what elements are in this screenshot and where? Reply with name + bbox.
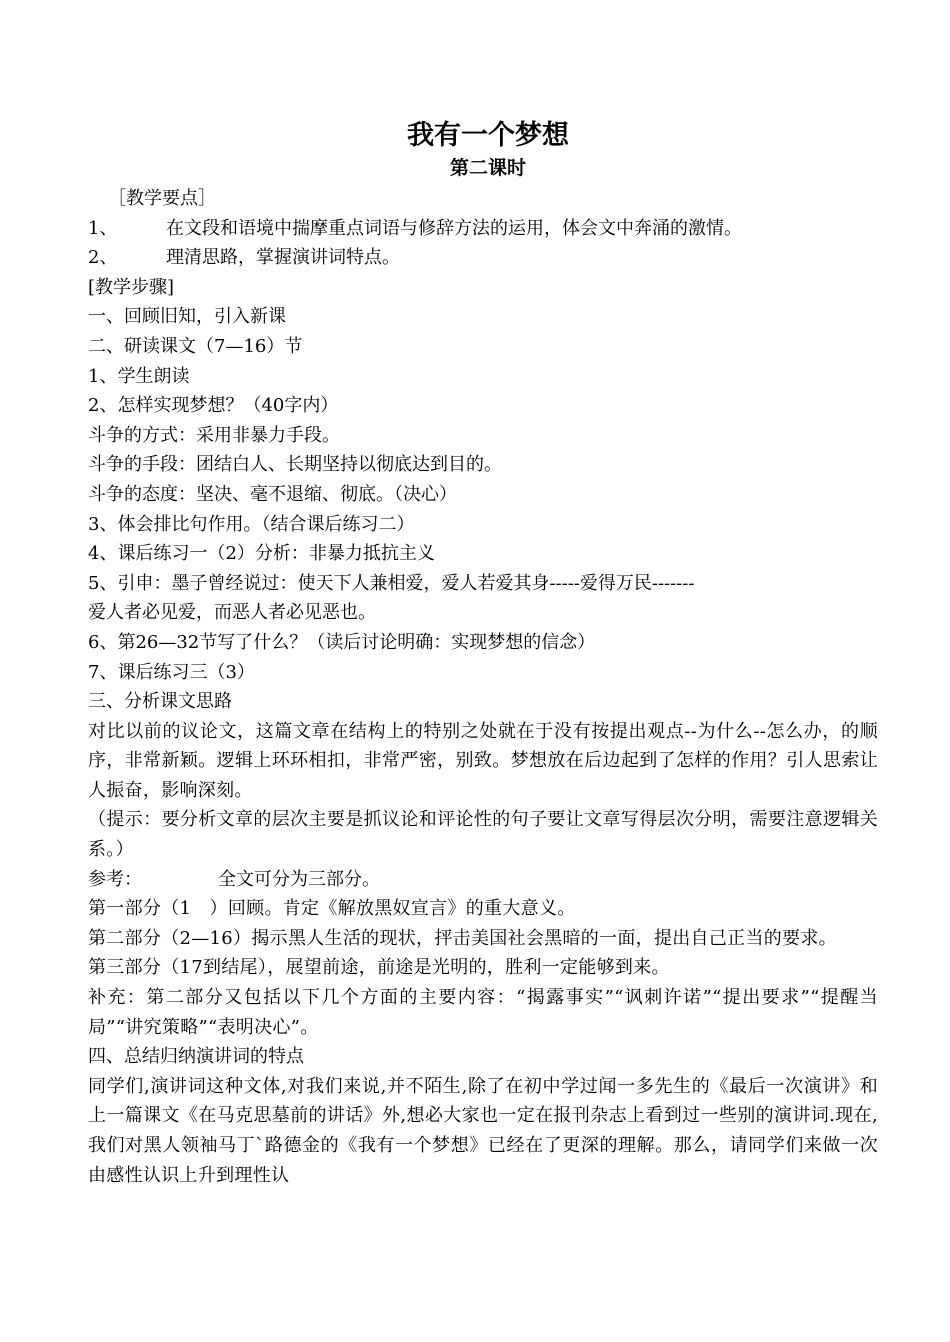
objectives-heading: ［教学要点］: [108, 188, 216, 209]
step-2-heading: 二、研读课文（7—16）节: [88, 335, 303, 357]
step-2-item-2: 2、怎样实现梦想？（40字内）: [88, 395, 339, 417]
step-2-item-5-line-1: 5、引申：墨子曾经说过：使天下人兼相爱，爱人若爱其身-----爱得万民-------: [88, 572, 695, 594]
step-3-paragraph-1: 对比以前的议论文，这篇文章在结构上的特别之处就在于没有按提出观点--为什么--怎么办，的顺序，非常新颖。逻辑上环环相扣，非常严密，别致。梦想放在后边起到了怎样的作用？引人思索让人振奋，影响深刻。: [88, 720, 878, 801]
part-2: 第二部分（2—16）揭示黑人生活的现状，抨击美国社会黑暗的一面，提出自己正当的要求。: [88, 927, 837, 949]
struggle-attitude: 斗争的态度：坚决、毫不退缩、彻底。（决心）: [88, 483, 457, 505]
step-2-item-7: 7、课后练习三（3）: [88, 661, 255, 683]
objective-number: 1、: [88, 217, 118, 239]
document-title: 我有一个梦想: [407, 120, 569, 151]
part-3: 第三部分（17到结尾），展望前途，前途是光明的，胜利一定能够到来。: [88, 957, 670, 979]
steps-heading: [教学步骤]: [88, 276, 175, 298]
objective-item-2: [88, 243, 878, 273]
step-2-item-1: 1、学生朗读: [88, 365, 190, 387]
step-3-heading: 三、分析课文思路: [88, 691, 232, 713]
step-2-item-3: 3、体会排比句作用。（结合课后练习二）: [88, 513, 415, 535]
supplement: 补充：第二部分又包括以下几个方面的主要内容：“揭露事实”“讽刺许诺”“提出要求”“提醒当局”“讲究策略”“表明决心”。: [88, 987, 878, 1038]
reference-text: 全文可分为三部分。: [218, 868, 380, 890]
objective-text: 理清思路，掌握演讲词特点。: [166, 247, 400, 269]
reference-label: 参考：: [88, 868, 142, 890]
struggle-method: 斗争的方式：采用非暴力手段。: [88, 424, 340, 446]
step-3-hint: （提示：要分析文章的层次主要是抓议论和评论性的句子要让文章写得层次分明，需要注意逻辑关系。）: [88, 809, 878, 861]
step-1-heading: 一、回顾旧知，引入新课: [88, 306, 286, 328]
struggle-means: 斗争的手段：团结白人、长期坚持以彻底达到目的。: [88, 454, 502, 476]
objective-number: 2、: [88, 247, 118, 269]
step-3-reference: [88, 865, 878, 895]
objective-item-1: [88, 214, 878, 244]
step-2-item-4: 4、课后练习一（2）分析：非暴力抵抗主义: [88, 543, 435, 565]
step-4-heading: 四、总结归纳演讲词的特点: [88, 1046, 304, 1068]
step-4-paragraph-1: 同学们,演讲词这种文体,对我们来说,并不陌生,除了在初中学过闻一多先生的《最后一次演讲》和上一篇课文《在马克思墓前的讲话》外,想必大家也一定在报刊杂志上看到过一些别的演讲词.现在,我们对黑人领袖马丁`路德金的《我有一个梦想》已经在了更深的理解。那么，请同学们来做一次由感性认识上升到理性认: [88, 1075, 878, 1186]
step-2-item-5-line-2: 爱人者必见爱，而恶人者必见恶也。: [88, 602, 376, 624]
step-2-item-6: 6、第26—32节写了什么？（读后讨论明确：实现梦想的信念）: [88, 631, 596, 653]
objective-text: 在文段和语境中揣摩重点词语与修辞方法的运用，体会文中奔涌的激情。: [166, 217, 742, 239]
document-page: [88, 118, 878, 1190]
document-subtitle: 第二课时: [449, 157, 526, 179]
part-1: 第一部分（1 ）回顾。肯定《解放黑奴宣言》的重大意义。: [88, 898, 576, 920]
